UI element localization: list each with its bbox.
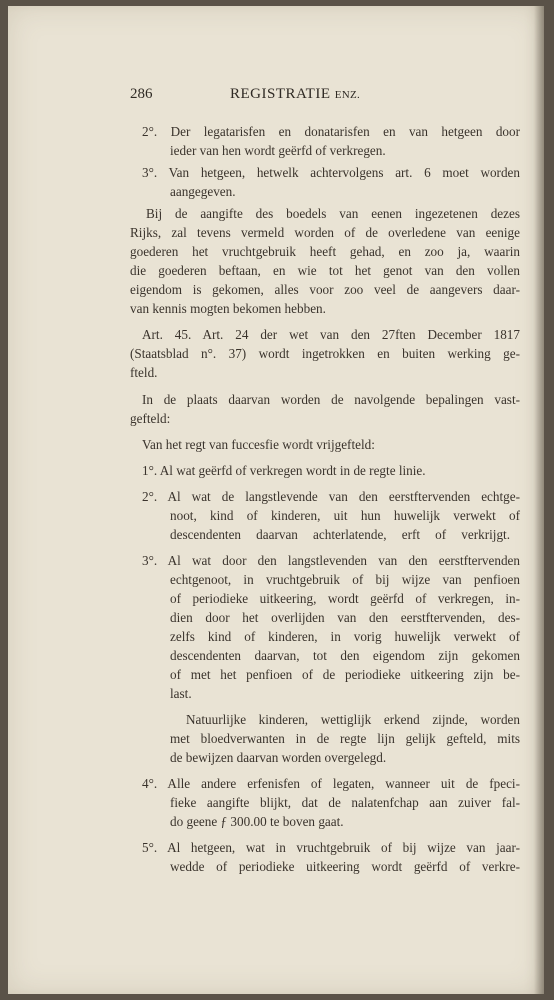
- text-line: 2°. Al wat de langstlevende van den eerstftervenden echtge-: [142, 489, 520, 504]
- text-line: do geene ƒ 300.00 te boven gaat.: [170, 814, 344, 829]
- text-line: 5°. Al hetgeen, wat in vruchtgebruik of bij wijze van jaar-: [142, 840, 520, 855]
- text-line: met bloedverwanten in de regte lijn gelijk gefteld, mits: [170, 731, 520, 746]
- text-line: dien door het overlijden van den eerstftervenden, des-: [170, 610, 520, 625]
- page-number: 286: [130, 86, 153, 102]
- page-gutter-shadow: [534, 6, 544, 994]
- text-line: noot, kind of kinderen, uit hun huwelijk verwekt of: [170, 508, 520, 523]
- text-line: ieder van hen wordt geërfd of verkregen.: [170, 143, 386, 158]
- text-line: of periodieke uitkeering, wordt geërfd of verkregen, in-: [170, 591, 520, 606]
- text-line: Van het regt van fuccesfie wordt vrijgefteld:: [142, 437, 375, 452]
- text-line: descendenten daarvan, tot den eigendom zijn gekomen: [170, 648, 520, 663]
- text-line: gefteld:: [130, 411, 171, 426]
- text-line: die goederen beftaan, en wie tot het genot van den vollen: [130, 263, 520, 278]
- text-line: Art. 45. Art. 24 der wet van den 27ften December 1817: [142, 327, 520, 342]
- text-line: fieke aangifte blijkt, dat de nalatenfchap aan zuiver fal-: [170, 795, 520, 810]
- text-line: wedde of periodieke uitkeering wordt geërfd of verkre-: [170, 859, 520, 874]
- text-line: zelfs kind of kinderen, in vorig huwelijk verwekt of: [170, 629, 520, 644]
- text-line: 3°. Al wat door den langstlevenden van den eerstftervenden: [142, 553, 520, 568]
- text-line: echtgenoot, in vruchtgebruik of bij wijze van penfioen: [170, 572, 520, 587]
- running-title-main: REGISTRATIE: [230, 86, 331, 102]
- text-line: of met het penfioen of de periodieke uitkeering zijn be-: [170, 667, 520, 682]
- text-line: fteld.: [130, 365, 158, 380]
- text-line: Rijks, zal tevens vermeld worden of de overledene van eenige: [130, 225, 520, 240]
- text-line: eigendom is gekomen, alles voor zoo veel de aangevers daar-: [130, 282, 520, 297]
- text-line: 3°. Van hetgeen, hetwelk achtervolgens art. 6 moet worden: [142, 165, 520, 180]
- running-title: [230, 86, 360, 103]
- text-line: de bewijzen daarvan worden overgelegd.: [170, 750, 387, 765]
- running-header: [130, 86, 520, 106]
- text-line: 1°. Al wat geërfd of verkregen wordt in de regte linie.: [142, 463, 426, 478]
- text-line: In de plaats daarvan worden de navolgende bepalingen vast-: [142, 392, 520, 407]
- text-line: (Staatsblad n°. 37) wordt ingetrokken en buiten werking ge-: [130, 346, 520, 361]
- running-title-suffix: ENZ.: [334, 89, 361, 101]
- text-line: van kennis mogten bekomen hebben.: [130, 301, 326, 316]
- text-line: aangegeven.: [170, 184, 236, 199]
- text-line: descendenten daarvan achterlatende, erft of verkrijgt.: [170, 527, 510, 542]
- text-line: Natuurlijke kinderen, wettiglijk erkend zijnde, worden: [186, 712, 520, 727]
- text-line: last.: [170, 686, 192, 701]
- text-line: goederen het vruchtgebruik heeft gehad, en zoo ja, waarin: [130, 244, 520, 259]
- text-line: 4°. Alle andere erfenisfen of legaten, wanneer uit de fpeci-: [142, 776, 520, 791]
- text-line: 2°. Der legatarisfen en donatarisfen en van hetgeen door: [142, 124, 520, 139]
- text-line: Bij de aangifte des boedels van eenen ingezetenen dezes: [146, 206, 520, 221]
